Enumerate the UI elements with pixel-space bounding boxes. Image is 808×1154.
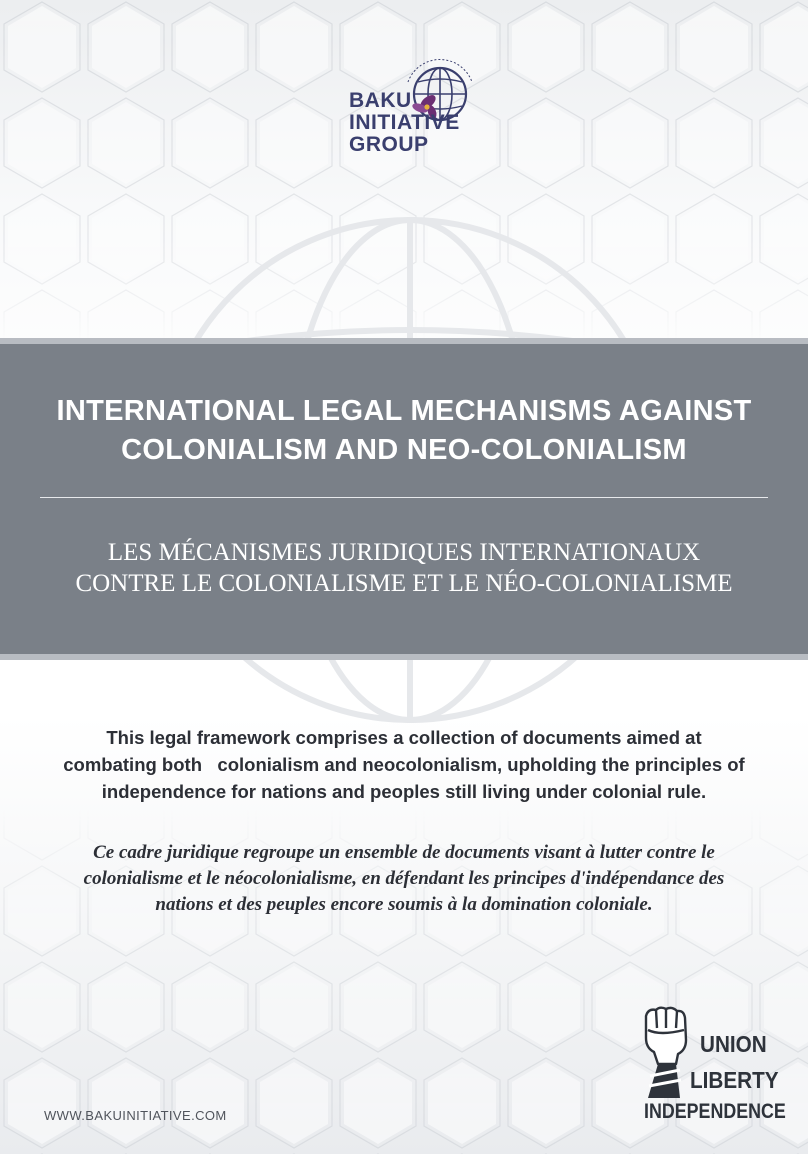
- logo-line-initiative: INITIATIVE: [349, 111, 460, 134]
- title-english: [0, 392, 808, 470]
- title-english-text: INTERNATIONAL LEGAL MECHANISMS AGAINST COLONIALISM AND NEO-COLONIALISM: [56, 395, 752, 466]
- raised-fist-icon: [636, 1006, 694, 1106]
- description-english: This legal framework comprises a collection of documents aimed at combating both colonialism and neocolonialism, upholding the principles of independence for nations and peoples still living under colonial rule.: [63, 727, 745, 802]
- logo-word-liberty: LIBERTY: [690, 1067, 779, 1093]
- website-link[interactable]: WWW.BAKUINITIATIVE.COM: [44, 1108, 227, 1123]
- description-french: Ce cadre juridique regroupe un ensemble de documents visant à lutter contre le colonialisme et le néocolonialisme, en défendant les principes d'indépendance des nations et des peuples encore soumis à la domination coloniale.: [83, 842, 725, 915]
- logo-word-union: UNION: [700, 1031, 767, 1057]
- baku-initiative-group-logo: [340, 52, 480, 182]
- logo-line-group: GROUP: [349, 133, 429, 156]
- title-french-text: LES MÉCANISMES JURIDIQUES INTERNATIONAUX CONTRE LE COLONIALISME ET LE NÉO-COLONIALISME: [75, 539, 733, 597]
- logo-word-independence: INDEPENDENCE: [644, 1100, 786, 1123]
- title-french: [0, 537, 808, 599]
- union-liberty-independence-logo: [636, 1004, 786, 1126]
- title-divider: [40, 497, 768, 498]
- logo-line-baku: BAKU: [349, 89, 412, 112]
- title-band: [0, 338, 808, 660]
